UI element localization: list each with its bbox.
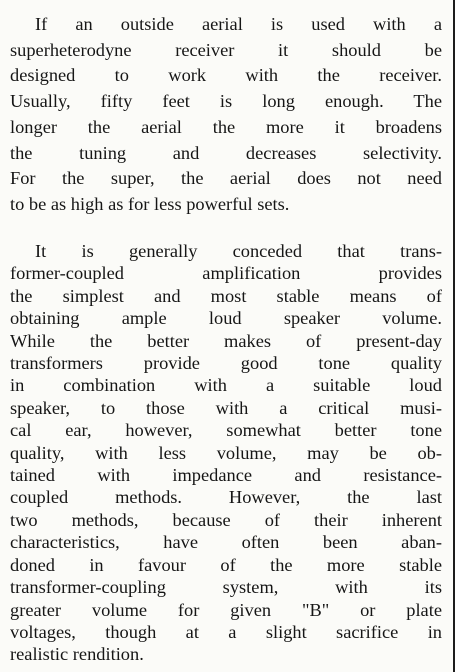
text-line: designed to work with the receiver. (10, 65, 442, 86)
text-line: quality, with less volume, may be ob- (10, 442, 442, 463)
text-line: characteristics, have often been aban- (10, 532, 442, 553)
text-line: doned in favour of the more stable (10, 554, 442, 575)
paragraph-transformer-coupling (10, 240, 442, 666)
text-line: speaker, to those with a critical musi- (10, 397, 442, 418)
text-line: longer the aerial the more it broadens (10, 116, 442, 137)
text-line: While the better makes of present-day (10, 330, 442, 351)
text-line: in combination with a suitable loud (10, 375, 442, 396)
text-line: obtaining ample loud speaker volume. (10, 308, 442, 329)
text-line: transformer-coupling system, with its (10, 577, 442, 598)
text-line: transformers provide good tone quality (10, 353, 442, 374)
text-line: For the super, the aerial does not need (10, 168, 442, 189)
text-line: the simplest and most stable means of (10, 285, 442, 306)
text-line: It is generally conceded that trans- (35, 241, 442, 261)
text-line: superheterodyne receiver it should be (10, 39, 442, 60)
text-line: realistic rendition. (10, 644, 144, 665)
text-line: former-coupled amplification provides (10, 263, 442, 284)
text-line: greater volume for given "B" or plate (10, 599, 442, 620)
text-line: Usually, fifty feet is long enough. The (10, 91, 442, 112)
paragraph-aerial (10, 12, 442, 218)
text-line: cal ear, however, somewhat better tone (10, 420, 442, 441)
text-line: the tuning and decreases selectivity. (10, 142, 442, 163)
text-line: tained with impedance and resistance- (10, 465, 442, 486)
text-line: to be as high as for less powerful sets. (10, 193, 290, 214)
text-line: voltages, though at a slight sacrifice in (10, 621, 442, 642)
text-line: two methods, because of their inherent (10, 509, 442, 530)
text-line: coupled methods. However, the last (10, 487, 442, 508)
text-line: If an outside aerial is used with a (35, 14, 442, 34)
